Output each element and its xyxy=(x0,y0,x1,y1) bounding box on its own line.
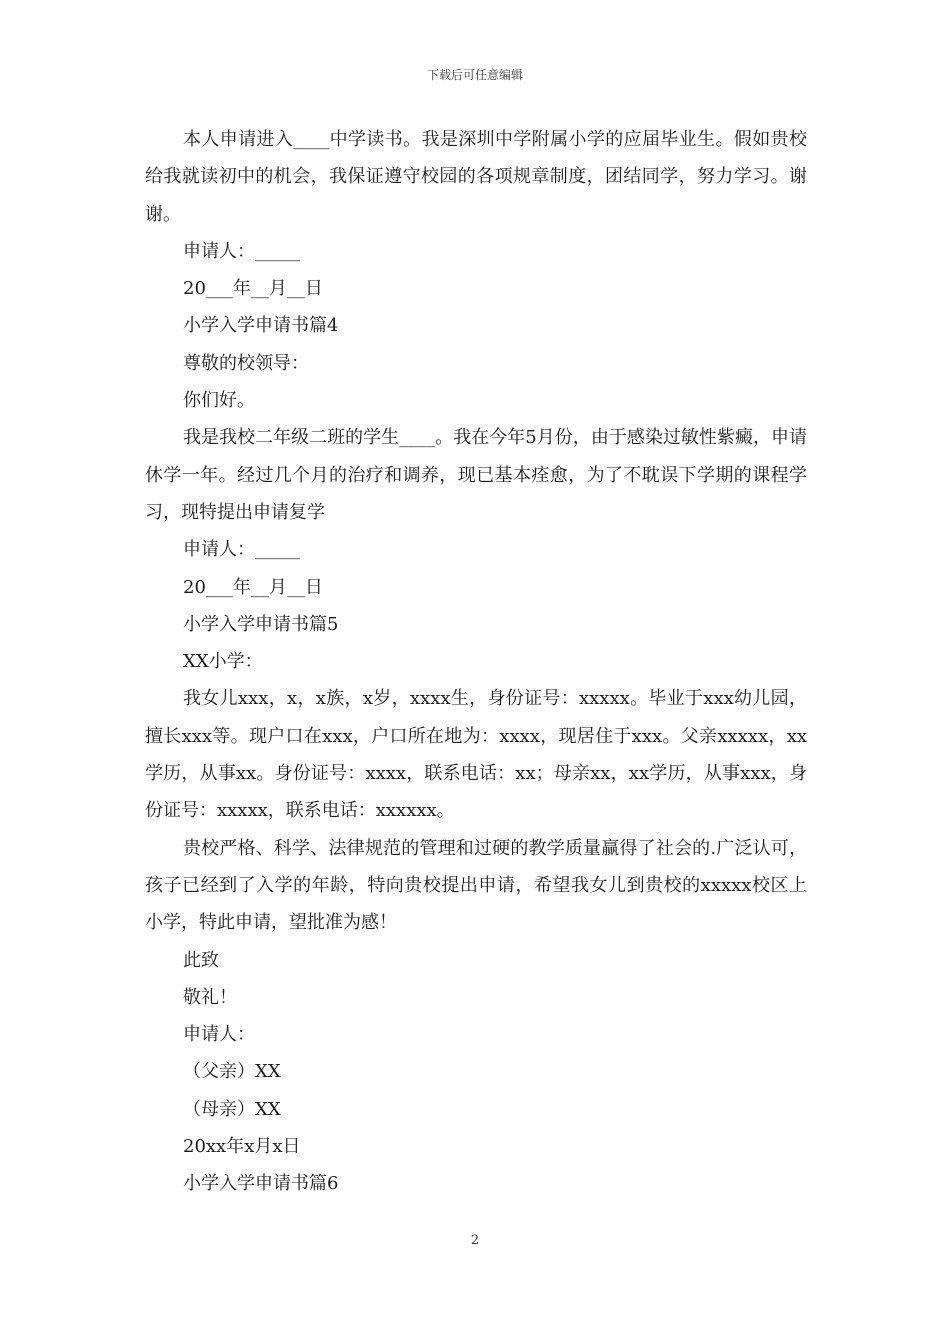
applicant-line: 申请人： xyxy=(183,1024,255,1046)
applicant-line: 申请人：_____ xyxy=(183,240,300,262)
paragraph-resume-study: 我是我校二年级二班的学生____。我在今年5月份，由于感染过敏性紫癜，申请休学一年。经过几个月的治疗和调养，现已基本痊愈，为了不耽误下学期的课程学习，现特提出申请复学 xyxy=(145,427,807,523)
section-title-4: 小学入学申请书篇4 xyxy=(183,315,339,337)
page-header: 下载后可任意编辑 xyxy=(426,68,523,82)
paragraph-application-intro: 本人申请进入____中学读书。我是深圳中学附属小学的应届毕业生。假如贵校给我就读初中的机会，我保证遵守校园的各项规章制度，团结同学，努力学习。谢谢。 xyxy=(145,129,807,225)
document-body xyxy=(145,121,807,1203)
applicant-line: 申请人：_____ xyxy=(183,539,300,561)
section-title-6: 小学入学申请书篇6 xyxy=(183,1173,339,1195)
closing-line: 此致 xyxy=(183,949,219,971)
father-line: （父亲）XX xyxy=(183,1061,281,1083)
page-number: 2 xyxy=(470,1233,480,1248)
mother-line: （母亲）XX xyxy=(183,1098,281,1120)
paragraph-request: 贵校严格、科学、法律规范的管理和过硬的教学质量赢得了社会的.广泛认可，孩子已经到了入学的年龄，特向贵校提出申请，希望我女儿到贵校的xxxxx校区上小学，特此申请，望批准为感！ xyxy=(145,837,807,934)
paragraph-child-info: 我女儿xxx，x，x族，x岁，xxxx生，身份证号：xxxxx。毕业于xxx幼儿园，擅长xxx等。现户口在xxx，户口所在地为：xxxx，现居住于xxx。父亲xxxxx，xx学历，从事xx。身份证号：xxxx，联系电话：xx；母亲xx，xx学历，从事xxx，身份证号：xxxxx，联系电话：xxxxxx。 xyxy=(145,688,807,822)
section-title-5: 小学入学申请书篇5 xyxy=(183,613,339,635)
salutation: 尊敬的校领导： xyxy=(183,352,309,374)
date-line: 20xx年x月x日 xyxy=(183,1136,301,1158)
date-line: 20___年__月__日 xyxy=(183,278,323,300)
salutation: XX小学： xyxy=(183,651,263,673)
greeting: 你们好。 xyxy=(183,390,255,412)
closing-line: 敬礼！ xyxy=(183,986,237,1008)
date-line: 20___年__月__日 xyxy=(183,576,323,598)
